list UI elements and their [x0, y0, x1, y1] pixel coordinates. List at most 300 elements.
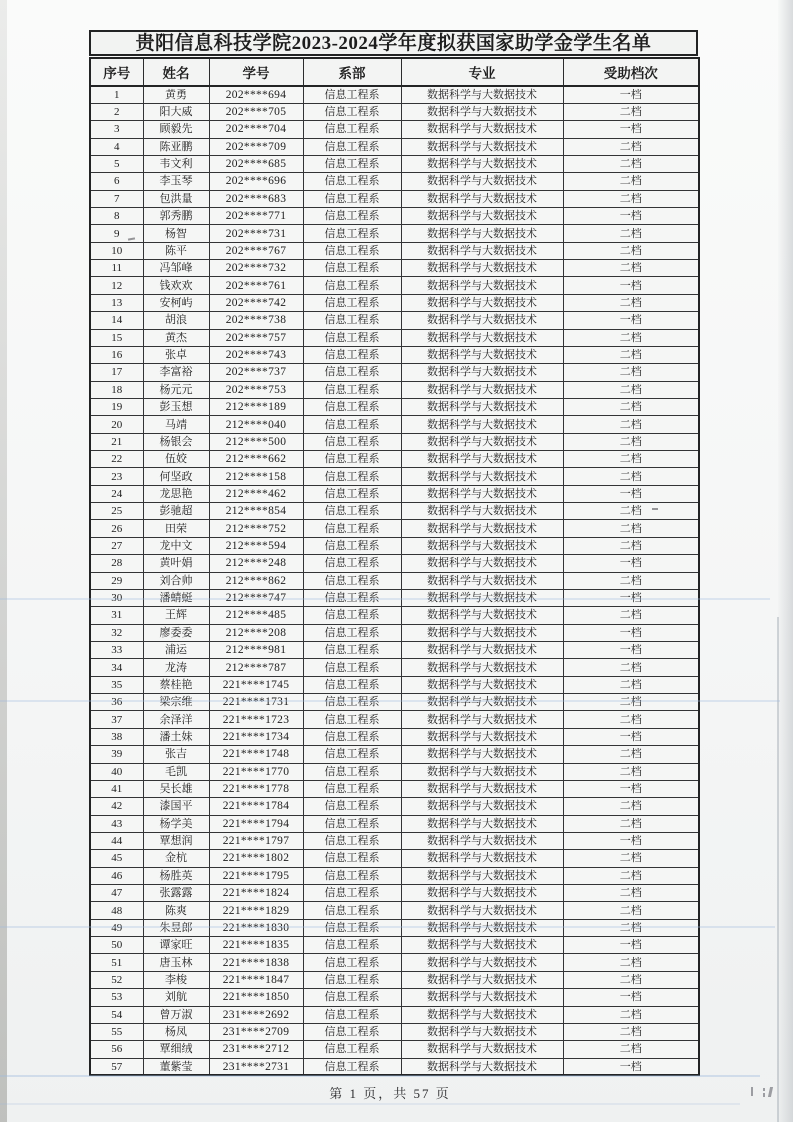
- cell-major: 数据科学与大数据技术: [401, 659, 563, 676]
- cell-name: 刘航: [143, 989, 209, 1006]
- cell-seq: 9: [90, 225, 143, 242]
- table-row: [90, 572, 699, 589]
- cell-name: 朱昱郎: [143, 919, 209, 936]
- cell-department: 信息工程系: [303, 676, 401, 693]
- cell-major: 数据科学与大数据技术: [401, 294, 563, 311]
- table-row: [90, 815, 699, 832]
- cell-aid-tier: 二档: [563, 381, 699, 398]
- cell-major: 数据科学与大数据技术: [401, 902, 563, 919]
- cell-major: 数据科学与大数据技术: [401, 155, 563, 172]
- cell-student-id: 212****208: [209, 624, 303, 641]
- cell-aid-tier: 二档: [563, 173, 699, 190]
- cell-aid-tier: 二档: [563, 242, 699, 259]
- cell-student-id: 202****738: [209, 312, 303, 329]
- cell-name: 伍姣: [143, 451, 209, 468]
- cell-department: 信息工程系: [303, 242, 401, 259]
- cell-name: 马靖: [143, 416, 209, 433]
- cell-department: 信息工程系: [303, 103, 401, 120]
- table-row: [90, 312, 699, 329]
- cell-name: 李玉琴: [143, 173, 209, 190]
- cell-name: 郭秀鹏: [143, 208, 209, 225]
- cell-student-id: 221****1797: [209, 832, 303, 849]
- cell-name: 杨智: [143, 225, 209, 242]
- cell-name: 胡浪: [143, 312, 209, 329]
- cell-name: 毛凯: [143, 763, 209, 780]
- cell-student-id: 221****1795: [209, 867, 303, 884]
- cell-name: 彭驰超: [143, 503, 209, 520]
- table-row: [90, 954, 699, 971]
- cell-name: 浦运: [143, 642, 209, 659]
- table-row: [90, 780, 699, 797]
- cell-major: 数据科学与大数据技术: [401, 398, 563, 415]
- cell-student-id: 221****1778: [209, 780, 303, 797]
- table-row: [90, 971, 699, 988]
- cell-department: 信息工程系: [303, 954, 401, 971]
- cell-department: 信息工程系: [303, 642, 401, 659]
- cell-department: 信息工程系: [303, 746, 401, 763]
- cell-name: 陈亚鹏: [143, 138, 209, 155]
- table-row: [90, 225, 699, 242]
- cell-name: 潘蜻蜓: [143, 589, 209, 606]
- cell-major: 数据科学与大数据技术: [401, 624, 563, 641]
- table-row: [90, 329, 699, 346]
- cell-name: 杨学美: [143, 815, 209, 832]
- cell-major: 数据科学与大数据技术: [401, 86, 563, 103]
- cell-name: 蔡桂艳: [143, 676, 209, 693]
- cell-student-id: 202****705: [209, 103, 303, 120]
- cell-aid-tier: 一档: [563, 1058, 699, 1075]
- cell-seq: 46: [90, 867, 143, 884]
- cell-aid-tier: 二档: [563, 676, 699, 693]
- cell-seq: 33: [90, 642, 143, 659]
- cell-department: 信息工程系: [303, 989, 401, 1006]
- cell-student-id: 221****1748: [209, 746, 303, 763]
- cell-name: 覃细绒: [143, 1041, 209, 1058]
- cell-student-id: 212****248: [209, 555, 303, 572]
- cell-aid-tier: 一档: [563, 86, 699, 103]
- cell-aid-tier: 二档: [563, 520, 699, 537]
- cell-department: 信息工程系: [303, 277, 401, 294]
- cell-seq: 43: [90, 815, 143, 832]
- cell-aid-tier: 二档: [563, 711, 699, 728]
- cell-aid-tier: 二档: [563, 746, 699, 763]
- cell-student-id: 231****2692: [209, 1006, 303, 1023]
- scan-edge-line: [777, 617, 779, 1122]
- cell-name: 阳大威: [143, 103, 209, 120]
- cell-aid-tier: 一档: [563, 121, 699, 138]
- cell-major: 数据科学与大数据技术: [401, 885, 563, 902]
- cell-name: 廖委委: [143, 624, 209, 641]
- cell-student-id: 221****1723: [209, 711, 303, 728]
- cell-student-id: 221****1794: [209, 815, 303, 832]
- cell-name: 曾万淑: [143, 1006, 209, 1023]
- cell-aid-tier: 二档: [563, 329, 699, 346]
- cell-seq: 15: [90, 329, 143, 346]
- cell-major: 数据科学与大数据技术: [401, 728, 563, 745]
- cell-aid-tier: 一档: [563, 485, 699, 502]
- cell-name: 安柯屿: [143, 294, 209, 311]
- scan-edge-right: [778, 0, 793, 1122]
- cell-name: 田荣: [143, 520, 209, 537]
- cell-major: 数据科学与大数据技术: [401, 260, 563, 277]
- table-row: [90, 659, 699, 676]
- table-row: [90, 121, 699, 138]
- cell-seq: 20: [90, 416, 143, 433]
- cell-department: 信息工程系: [303, 1023, 401, 1040]
- cell-student-id: 202****737: [209, 364, 303, 381]
- table-row: [90, 1023, 699, 1040]
- table-row: [90, 155, 699, 172]
- cell-major: 数据科学与大数据技术: [401, 919, 563, 936]
- cell-aid-tier: 二档: [563, 537, 699, 554]
- table-row: [90, 798, 699, 815]
- cell-major: 数据科学与大数据技术: [401, 451, 563, 468]
- cell-name: 潘土妹: [143, 728, 209, 745]
- cell-aid-tier: 二档: [563, 294, 699, 311]
- cell-name: 陈平: [143, 242, 209, 259]
- cell-department: 信息工程系: [303, 694, 401, 711]
- cell-aid-tier: 二档: [563, 225, 699, 242]
- cell-aid-tier: 一档: [563, 780, 699, 797]
- cell-student-id: 212****500: [209, 433, 303, 450]
- column-header-seq: 序号: [90, 58, 143, 86]
- cell-seq: 23: [90, 468, 143, 485]
- table-row: [90, 190, 699, 207]
- table-row: [90, 103, 699, 120]
- cell-major: 数据科学与大数据技术: [401, 485, 563, 502]
- cell-seq: 16: [90, 346, 143, 363]
- cell-name: 吴长雄: [143, 780, 209, 797]
- cell-department: 信息工程系: [303, 902, 401, 919]
- column-header-name: 姓名: [143, 58, 209, 86]
- cell-aid-tier: 一档: [563, 208, 699, 225]
- cell-aid-tier: 二档: [563, 572, 699, 589]
- cell-student-id: 212****189: [209, 398, 303, 415]
- cell-major: 数据科学与大数据技术: [401, 607, 563, 624]
- table-row: [90, 989, 699, 1006]
- cell-seq: 18: [90, 381, 143, 398]
- table-row: [90, 642, 699, 659]
- cell-aid-tier: 二档: [563, 798, 699, 815]
- cell-department: 信息工程系: [303, 155, 401, 172]
- table-header-row: [90, 58, 699, 86]
- cell-seq: 1: [90, 86, 143, 103]
- cell-student-id: 221****1830: [209, 919, 303, 936]
- table-row: [90, 86, 699, 103]
- cell-name: 包洪量: [143, 190, 209, 207]
- cell-department: 信息工程系: [303, 798, 401, 815]
- cell-student-id: 212****862: [209, 572, 303, 589]
- cell-department: 信息工程系: [303, 780, 401, 797]
- cell-name: 何坚政: [143, 468, 209, 485]
- cell-department: 信息工程系: [303, 589, 401, 606]
- cell-department: 信息工程系: [303, 832, 401, 849]
- cell-seq: 28: [90, 555, 143, 572]
- cell-name: 黄叶娟: [143, 555, 209, 572]
- cell-seq: 52: [90, 971, 143, 988]
- cell-student-id: 231****2709: [209, 1023, 303, 1040]
- cell-aid-tier: 一档: [563, 989, 699, 1006]
- column-header-aid-tier: 受助档次: [563, 58, 699, 86]
- cell-student-id: 221****1731: [209, 694, 303, 711]
- cell-name: 李梭: [143, 971, 209, 988]
- table-row: [90, 433, 699, 450]
- cell-major: 数据科学与大数据技术: [401, 815, 563, 832]
- cell-name: 漆国平: [143, 798, 209, 815]
- cell-aid-tier: 二档: [563, 398, 699, 415]
- table-row: [90, 589, 699, 606]
- table-row: [90, 381, 699, 398]
- cell-department: 信息工程系: [303, 555, 401, 572]
- cell-name: 张吉: [143, 746, 209, 763]
- table-row: [90, 520, 699, 537]
- cell-major: 数据科学与大数据技术: [401, 468, 563, 485]
- cell-student-id: 202****731: [209, 225, 303, 242]
- cell-major: 数据科学与大数据技术: [401, 1041, 563, 1058]
- cell-seq: 32: [90, 624, 143, 641]
- cell-aid-tier: 二档: [563, 607, 699, 624]
- cell-student-id: 212****787: [209, 659, 303, 676]
- cell-seq: 3: [90, 121, 143, 138]
- cell-major: 数据科学与大数据技术: [401, 503, 563, 520]
- cell-department: 信息工程系: [303, 468, 401, 485]
- table-row: [90, 138, 699, 155]
- cell-aid-tier: 二档: [563, 416, 699, 433]
- table-row: [90, 555, 699, 572]
- cell-department: 信息工程系: [303, 728, 401, 745]
- scan-streak: [0, 1103, 740, 1105]
- cell-major: 数据科学与大数据技术: [401, 277, 563, 294]
- table-row: [90, 885, 699, 902]
- cell-department: 信息工程系: [303, 86, 401, 103]
- table-row: [90, 867, 699, 884]
- cell-seq: 34: [90, 659, 143, 676]
- cell-major: 数据科学与大数据技术: [401, 746, 563, 763]
- cell-student-id: 221****1835: [209, 937, 303, 954]
- cell-student-id: 221****1770: [209, 763, 303, 780]
- cell-name: 唐玉林: [143, 954, 209, 971]
- cell-aid-tier: 二档: [563, 919, 699, 936]
- cell-major: 数据科学与大数据技术: [401, 572, 563, 589]
- cell-student-id: 212****752: [209, 520, 303, 537]
- cell-student-id: 212****462: [209, 485, 303, 502]
- table-row: [90, 364, 699, 381]
- page-footer: 第 1 页，共 57 页: [329, 1086, 451, 1101]
- cell-name: 黄勇: [143, 86, 209, 103]
- corner-smudge-artifact: [749, 1086, 775, 1098]
- cell-name: 金杭: [143, 850, 209, 867]
- cell-student-id: 202****732: [209, 260, 303, 277]
- table-row: [90, 242, 699, 259]
- cell-department: 信息工程系: [303, 503, 401, 520]
- cell-seq: 2: [90, 103, 143, 120]
- table-row: [90, 173, 699, 190]
- cell-name: 余泽洋: [143, 711, 209, 728]
- cell-major: 数据科学与大数据技术: [401, 1058, 563, 1075]
- cell-aid-tier: 二档: [563, 694, 699, 711]
- cell-name: 韦文利: [143, 155, 209, 172]
- cell-aid-tier: 一档: [563, 277, 699, 294]
- cell-seq: 40: [90, 763, 143, 780]
- cell-aid-tier: 二档: [563, 190, 699, 207]
- cell-name: 黄杰: [143, 329, 209, 346]
- cell-major: 数据科学与大数据技术: [401, 329, 563, 346]
- cell-major: 数据科学与大数据技术: [401, 416, 563, 433]
- cell-major: 数据科学与大数据技术: [401, 694, 563, 711]
- cell-aid-tier: 二档: [563, 346, 699, 363]
- cell-major: 数据科学与大数据技术: [401, 208, 563, 225]
- cell-name: 杨凤: [143, 1023, 209, 1040]
- cell-name: 张卓: [143, 346, 209, 363]
- cell-student-id: 212****594: [209, 537, 303, 554]
- cell-student-id: 202****743: [209, 346, 303, 363]
- cell-seq: 47: [90, 885, 143, 902]
- cell-student-id: 221****1850: [209, 989, 303, 1006]
- table-row: [90, 607, 699, 624]
- cell-seq: 31: [90, 607, 143, 624]
- cell-major: 数据科学与大数据技术: [401, 242, 563, 259]
- cell-seq: 39: [90, 746, 143, 763]
- cell-department: 信息工程系: [303, 1041, 401, 1058]
- cell-major: 数据科学与大数据技术: [401, 346, 563, 363]
- scan-edge-left: [0, 0, 7, 1122]
- cell-aid-tier: 一档: [563, 312, 699, 329]
- cell-student-id: 212****981: [209, 642, 303, 659]
- cell-student-id: 221****1847: [209, 971, 303, 988]
- cell-name: 杨胜英: [143, 867, 209, 884]
- cell-student-id: 212****158: [209, 468, 303, 485]
- cell-student-id: 212****747: [209, 589, 303, 606]
- cell-name: 王辉: [143, 607, 209, 624]
- cell-department: 信息工程系: [303, 208, 401, 225]
- cell-student-id: 202****696: [209, 173, 303, 190]
- cell-aid-tier: 一档: [563, 832, 699, 849]
- cell-student-id: 202****761: [209, 277, 303, 294]
- cell-department: 信息工程系: [303, 867, 401, 884]
- page-title: 贵阳信息科技学院2023-2024学年度拟获国家助学金学生名单: [89, 30, 698, 56]
- cell-name: 杨元元: [143, 381, 209, 398]
- table-row: [90, 676, 699, 693]
- cell-student-id: 202****757: [209, 329, 303, 346]
- cell-department: 信息工程系: [303, 260, 401, 277]
- cell-major: 数据科学与大数据技术: [401, 711, 563, 728]
- cell-major: 数据科学与大数据技术: [401, 798, 563, 815]
- cell-department: 信息工程系: [303, 433, 401, 450]
- cell-student-id: 212****854: [209, 503, 303, 520]
- cell-major: 数据科学与大数据技术: [401, 520, 563, 537]
- cell-seq: 8: [90, 208, 143, 225]
- cell-aid-tier: 二档: [563, 1023, 699, 1040]
- cell-name: 陈爽: [143, 902, 209, 919]
- cell-department: 信息工程系: [303, 225, 401, 242]
- cell-aid-tier: 一档: [563, 589, 699, 606]
- table-row: [90, 277, 699, 294]
- cell-name: 龙涛: [143, 659, 209, 676]
- cell-major: 数据科学与大数据技术: [401, 989, 563, 1006]
- cell-name: 顾毅先: [143, 121, 209, 138]
- cell-seq: 35: [90, 676, 143, 693]
- table-row: [90, 937, 699, 954]
- cell-seq: 51: [90, 954, 143, 971]
- cell-seq: 19: [90, 398, 143, 415]
- cell-seq: 55: [90, 1023, 143, 1040]
- cell-seq: 10: [90, 242, 143, 259]
- cell-major: 数据科学与大数据技术: [401, 780, 563, 797]
- cell-seq: 41: [90, 780, 143, 797]
- cell-seq: 4: [90, 138, 143, 155]
- cell-department: 信息工程系: [303, 312, 401, 329]
- cell-student-id: 202****685: [209, 155, 303, 172]
- cell-department: 信息工程系: [303, 121, 401, 138]
- cell-aid-tier: 二档: [563, 659, 699, 676]
- cell-seq: 25: [90, 503, 143, 520]
- cell-department: 信息工程系: [303, 850, 401, 867]
- cell-aid-tier: 一档: [563, 555, 699, 572]
- cell-seq: 36: [90, 694, 143, 711]
- table-row: [90, 451, 699, 468]
- cell-major: 数据科学与大数据技术: [401, 173, 563, 190]
- cell-seq: 49: [90, 919, 143, 936]
- cell-major: 数据科学与大数据技术: [401, 103, 563, 120]
- cell-major: 数据科学与大数据技术: [401, 381, 563, 398]
- cell-student-id: 202****709: [209, 138, 303, 155]
- cell-seq: 26: [90, 520, 143, 537]
- cell-aid-tier: 一档: [563, 642, 699, 659]
- cell-student-id: 221****1802: [209, 850, 303, 867]
- table-row: [90, 485, 699, 502]
- cell-seq: 30: [90, 589, 143, 606]
- cell-department: 信息工程系: [303, 451, 401, 468]
- table-row: [90, 398, 699, 415]
- cell-department: 信息工程系: [303, 624, 401, 641]
- table-row: [90, 746, 699, 763]
- cell-seq: 38: [90, 728, 143, 745]
- cell-student-id: 202****753: [209, 381, 303, 398]
- cell-seq: 57: [90, 1058, 143, 1075]
- cell-seq: 44: [90, 832, 143, 849]
- cell-student-id: 231****2712: [209, 1041, 303, 1058]
- cell-department: 信息工程系: [303, 937, 401, 954]
- cell-aid-tier: 二档: [563, 138, 699, 155]
- table-row: [90, 763, 699, 780]
- scholarship-table: [89, 30, 698, 1076]
- cell-department: 信息工程系: [303, 1006, 401, 1023]
- cell-major: 数据科学与大数据技术: [401, 954, 563, 971]
- cell-department: 信息工程系: [303, 364, 401, 381]
- table-row: [90, 832, 699, 849]
- cell-seq: 42: [90, 798, 143, 815]
- cell-student-id: 221****1824: [209, 885, 303, 902]
- cell-seq: 13: [90, 294, 143, 311]
- cell-aid-tier: 二档: [563, 433, 699, 450]
- cell-major: 数据科学与大数据技术: [401, 1006, 563, 1023]
- table-row: [90, 208, 699, 225]
- cell-seq: 53: [90, 989, 143, 1006]
- cell-student-id: 212****040: [209, 416, 303, 433]
- cell-major: 数据科学与大数据技术: [401, 364, 563, 381]
- cell-name: 冯邹峰: [143, 260, 209, 277]
- cell-name: 龙思艳: [143, 485, 209, 502]
- cell-department: 信息工程系: [303, 919, 401, 936]
- cell-major: 数据科学与大数据技术: [401, 225, 563, 242]
- student-roster-table: [89, 57, 700, 1076]
- cell-department: 信息工程系: [303, 763, 401, 780]
- cell-student-id: 202****694: [209, 86, 303, 103]
- cell-aid-tier: 二档: [563, 260, 699, 277]
- table-row: [90, 694, 699, 711]
- cell-department: 信息工程系: [303, 607, 401, 624]
- cell-name: 李富裕: [143, 364, 209, 381]
